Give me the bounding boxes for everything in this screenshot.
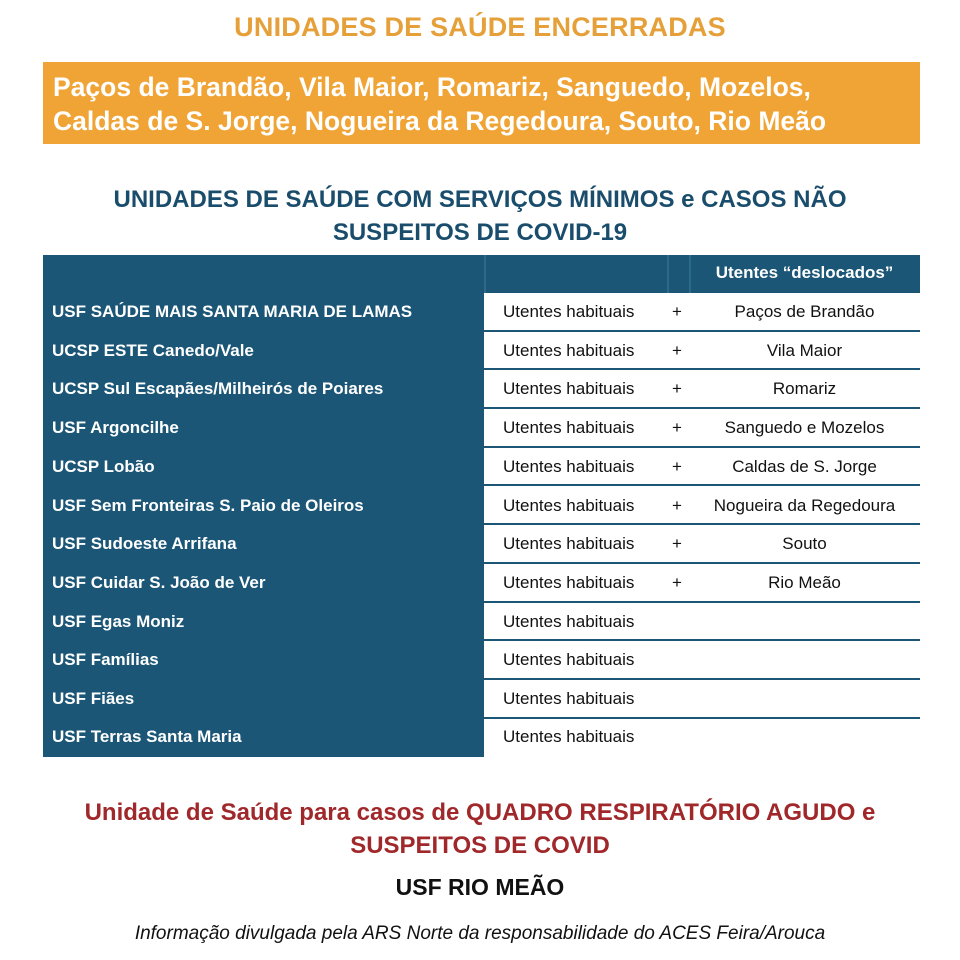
habitual-users: Utentes habituais xyxy=(503,650,635,670)
source-footnote: Informação divulgada pela ARS Norte da responsabilidade do ACES Feira/Arouca xyxy=(134,923,826,944)
unit-name: UCSP Lobão xyxy=(52,456,155,476)
habitual-users: Utentes habituais xyxy=(503,418,635,438)
table-row xyxy=(43,641,920,680)
table-row xyxy=(43,448,920,487)
unit-name: USF Sem Fronteiras S. Paio de Oleiros xyxy=(52,495,364,515)
displaced-users xyxy=(689,718,920,757)
habitual-users: Utentes habituais xyxy=(503,456,635,476)
unit-name: USF Fiães xyxy=(52,689,135,708)
habitual-users: Utentes habituais xyxy=(503,379,635,399)
plus-sign: + xyxy=(672,456,682,476)
closed-units-line-1: Paços de Brandão, Vila Maior, Romariz, Sanguedo, Mozelos, xyxy=(53,72,811,102)
respiratory-title-line-1: Unidade de Saúde para casos de QUADRO RESPIRATÓRIO AGUDO e xyxy=(84,799,876,826)
displaced-users: Nogueira da Regedoura xyxy=(713,495,896,515)
plus-sign xyxy=(665,718,689,757)
plus-sign: + xyxy=(672,340,682,360)
displaced-users: Rio Meão xyxy=(768,572,841,592)
table-row xyxy=(43,409,920,448)
displaced-users: Romariz xyxy=(772,379,837,399)
displaced-users: Souto xyxy=(782,534,827,554)
plus-sign xyxy=(665,680,689,719)
habitual-users: Utentes habituais xyxy=(503,495,635,515)
unit-name: USF Terras Santa Maria xyxy=(52,727,242,747)
plus-sign: + xyxy=(672,418,682,438)
respiratory-title-line-2: SUSPEITOS DE COVID xyxy=(350,832,610,859)
header-divider xyxy=(689,255,691,293)
habitual-users: Utentes habituais xyxy=(503,534,635,554)
unit-name: UCSP ESTE Canedo/Vale xyxy=(52,340,254,360)
closed-units-title: UNIDADES DE SAÚDE ENCERRADAS xyxy=(234,12,726,42)
header-divider xyxy=(484,255,486,293)
plus-sign: + xyxy=(672,572,682,592)
units-table xyxy=(43,255,920,757)
habitual-users: Utentes habituais xyxy=(503,572,635,592)
closed-units-box xyxy=(43,62,920,144)
unit-name: USF Sudoeste Arrifana xyxy=(52,534,237,554)
table-row xyxy=(43,603,920,642)
habitual-users: Utentes habituais xyxy=(503,302,635,321)
table-row xyxy=(43,370,920,409)
closed-units-line-2: Caldas de S. Jorge, Nogueira da Regedoura, Souto, Rio Meão xyxy=(53,106,827,136)
table-row xyxy=(43,525,920,564)
unit-name: USF Cuidar S. João de Ver xyxy=(52,572,266,592)
respiratory-unit-name: USF RIO MEÃO xyxy=(395,874,565,900)
unit-name: USF SAÚDE MAIS SANTA MARIA DE LAMAS xyxy=(52,302,413,321)
header-displaced-cell: Utentes “deslocados” xyxy=(689,255,920,293)
unit-name: USF Egas Moniz xyxy=(52,611,185,631)
table-row xyxy=(43,332,920,371)
header-habitual-cell xyxy=(484,255,689,293)
table-row xyxy=(43,564,920,603)
unit-name: USF Famílias xyxy=(52,650,159,670)
habitual-users: Utentes habituais xyxy=(503,340,635,360)
unit-name: USF Argoncilhe xyxy=(52,418,179,438)
displaced-users xyxy=(689,603,920,642)
habitual-users: Utentes habituais xyxy=(503,689,635,708)
displaced-users: Caldas de S. Jorge xyxy=(732,456,877,476)
plus-sign xyxy=(665,641,689,680)
habitual-users: Utentes habituais xyxy=(503,611,635,631)
table-row xyxy=(43,680,920,719)
unit-name: UCSP Sul Escapães/Milheirós de Poiares xyxy=(52,379,384,399)
respiratory-unit-title xyxy=(0,796,960,862)
plus-sign: + xyxy=(672,302,682,321)
displaced-users xyxy=(689,641,920,680)
table-row xyxy=(43,293,920,332)
plus-sign: + xyxy=(672,534,682,554)
table-row xyxy=(43,718,920,757)
plus-sign: + xyxy=(672,495,682,515)
habitual-users: Utentes habituais xyxy=(503,727,635,747)
plus-sign: + xyxy=(672,379,682,399)
plus-sign xyxy=(665,603,689,642)
displaced-users xyxy=(689,680,920,719)
header-divider xyxy=(667,255,669,293)
minimal-services-title-line-1: UNIDADES DE SAÚDE COM SERVIÇOS MÍNIMOS e CASOS NÃO xyxy=(113,186,847,213)
displaced-users: Sanguedo e Mozelos xyxy=(724,418,885,438)
minimal-services-title-line-2: SUSPEITOS DE COVID-19 xyxy=(332,219,628,246)
minimal-services-title xyxy=(0,183,960,249)
displaced-users: Paços de Brandão xyxy=(734,302,875,321)
table-row xyxy=(43,487,920,526)
displaced-users: Vila Maior xyxy=(766,340,843,360)
